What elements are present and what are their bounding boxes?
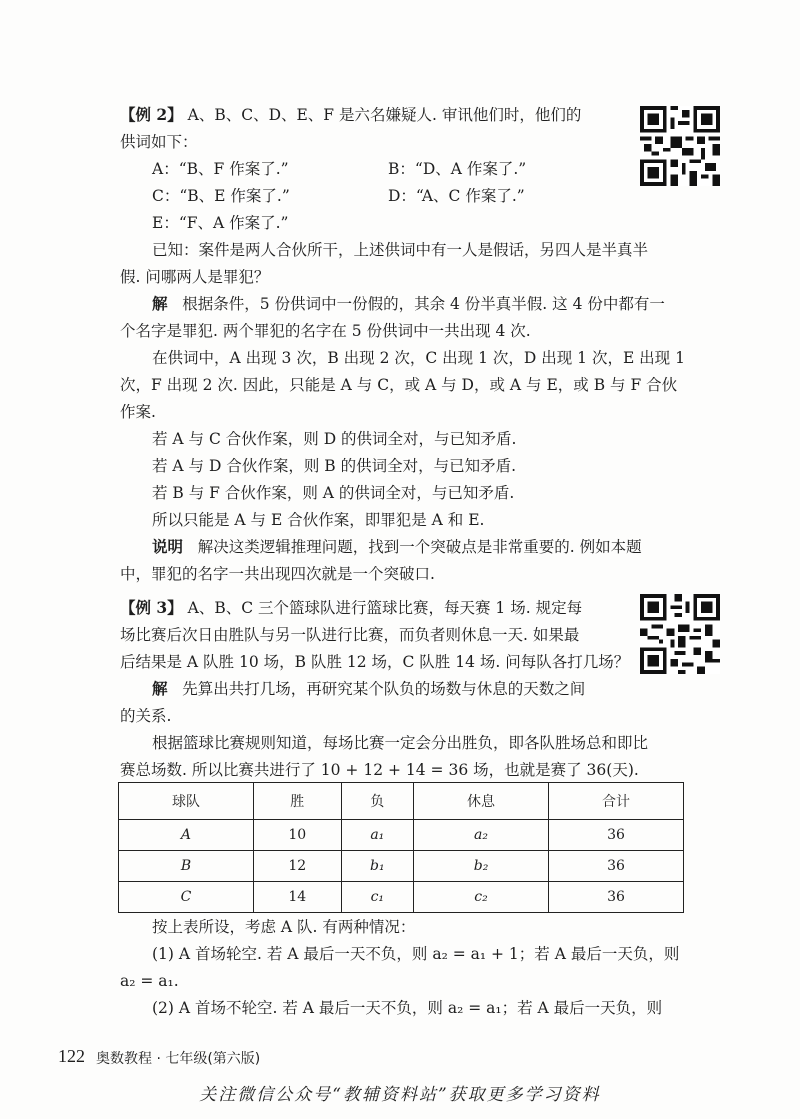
qr-code-example3[interactable] (640, 594, 720, 674)
table-row (119, 851, 684, 882)
table-header: 球队 (119, 783, 254, 820)
watermark-note: 关注微信公众号“教辅资料站”获取更多学习资料 (199, 1085, 601, 1105)
statement-c: C：“B、E 作案了.” (152, 187, 290, 205)
solution3-line-3: 根据篮球比赛规则知道，每场比赛一定会分出胜负，即各队胜场总和即比 (152, 734, 649, 752)
statement-d: D：“A、C 作案了.” (388, 187, 525, 205)
solution2-line-4: 次，F 出现 2 次. 因此，只能是 A 与 C，或 A 与 D，或 A 与 E，或 B 与 F 合伙 (120, 376, 678, 394)
table-cell: 36 (549, 882, 684, 913)
table-cell: B (119, 851, 254, 882)
solution3-line-2: 的关系. (120, 707, 172, 725)
solution2-line-1: 解 根据条件，5 份供词中一份假的，其余 4 份半真半假. 这 4 份中都有一 (152, 294, 665, 313)
solution2-line-5: 作案. (120, 403, 156, 421)
after-table-line-1: 按上表所设，考虑 A 队. 有两种情况： (152, 918, 416, 936)
example3-heading: 【例 3】 (120, 598, 183, 617)
statement-a: A：“B、F 作案了.” (152, 160, 289, 178)
statement-b: B：“D、A 作案了.” (388, 160, 527, 178)
table-cell: C (119, 882, 254, 913)
table-row (119, 882, 684, 913)
example3-line-2: 场比赛后次日由胜队与另一队进行比赛，而负者则休息一天. 如果最 (120, 626, 580, 644)
table-row (119, 820, 684, 851)
table-header: 胜 (253, 783, 341, 820)
match-table (118, 782, 684, 913)
table-cell: 12 (253, 851, 341, 882)
solution3-line-1: 解 先算出共打几场，再研究某个队负的场数与休息的天数之间 (152, 679, 586, 698)
after-table-line-2: (1) A 首场轮空. 若 A 最后一天不负，则 a₂ = a₁ + 1；若 A 最后一天负，则 (152, 945, 680, 963)
table-cell: 36 (549, 851, 684, 882)
after-table-line-4: (2) A 首场不轮空. 若 A 最后一天不负，则 a₂ = a₁；若 A 最后一天负，则 (152, 999, 663, 1017)
table-cell: c₂ (414, 882, 549, 913)
condition-line-1: 已知：案件是两人合伙所干，上述供词中有一人是假话，另四人是半真半 (152, 241, 649, 259)
table-cell: c₁ (341, 882, 413, 913)
table-cell: b₂ (414, 851, 549, 882)
table-header: 合计 (549, 783, 684, 820)
after-table-line-3: a₂ = a₁. (120, 972, 179, 990)
condition-line-2: 假. 问哪两人是罪犯？ (120, 268, 270, 286)
table-cell: b₁ (341, 851, 413, 882)
solution2-line-8: 若 B 与 F 合伙作案，则 A 的供词全对，与已知矛盾. (152, 484, 515, 502)
table-cell: 36 (549, 820, 684, 851)
table-cell: a₁ (341, 820, 413, 851)
solution2-line-6: 若 A 与 C 合伙作案，则 D 的供词全对，与已知矛盾. (152, 430, 517, 448)
page-number: 122 (58, 1046, 85, 1066)
example2-line-2: 供词如下： (120, 133, 198, 151)
example2-line-1: 【例 2】 A、B、C、D、E、F 是六名嫌疑人. 审讯他们时，他们的 (120, 105, 582, 124)
table-cell: a₂ (414, 820, 549, 851)
table-cell: 14 (253, 882, 341, 913)
example2-heading: 【例 2】 (120, 105, 183, 124)
note-line-1: 说明 解决这类逻辑推理问题，找到一个突破点是非常重要的. 例如本题 (152, 537, 642, 556)
solution2-line-7: 若 A 与 D 合伙作案，则 B 的供词全对，与已知矛盾. (152, 457, 517, 475)
solution2-line-2: 个名字是罪犯. 两个罪犯的名字在 5 份供词中一共出现 4 次. (120, 322, 531, 340)
note-line-2: 中，罪犯的名字一共出现四次就是一个突破口. (120, 565, 435, 583)
solution2-line-9: 所以只能是 A 与 E 合伙作案，即罪犯是 A 和 E. (152, 511, 485, 529)
example3-line-3: 后结果是 A 队胜 10 场，B 队胜 12 场，C 队胜 14 场. 问每队各打几场？ (120, 653, 630, 671)
statement-e: E：“F、A 作案了.” (152, 214, 289, 232)
table-cell: A (119, 820, 254, 851)
table-header: 休息 (414, 783, 549, 820)
book-title: 奥数教程 · 七年级(第六版) (96, 1051, 261, 1067)
solution2-label: 解 (152, 294, 168, 313)
table-cell: 10 (253, 820, 341, 851)
qr-code-example2[interactable] (640, 106, 720, 186)
solution2-line-3: 在供词中，A 出现 3 次，B 出现 2 次，C 出现 1 次，D 出现 1 次，E 出现 1 (152, 349, 685, 367)
example3-line-1: 【例 3】 A、B、C 三个篮球队进行篮球比赛，每天赛 1 场. 规定每 (120, 598, 583, 617)
solution3-label: 解 (152, 679, 168, 698)
solution3-line-4: 赛总场数. 所以比赛共进行了 10 + 12 + 14 = 36 场，也就是赛了 36(天). (120, 761, 639, 779)
table-header-row (119, 783, 684, 820)
table-header: 负 (341, 783, 413, 820)
note-label: 说明 (152, 537, 184, 556)
